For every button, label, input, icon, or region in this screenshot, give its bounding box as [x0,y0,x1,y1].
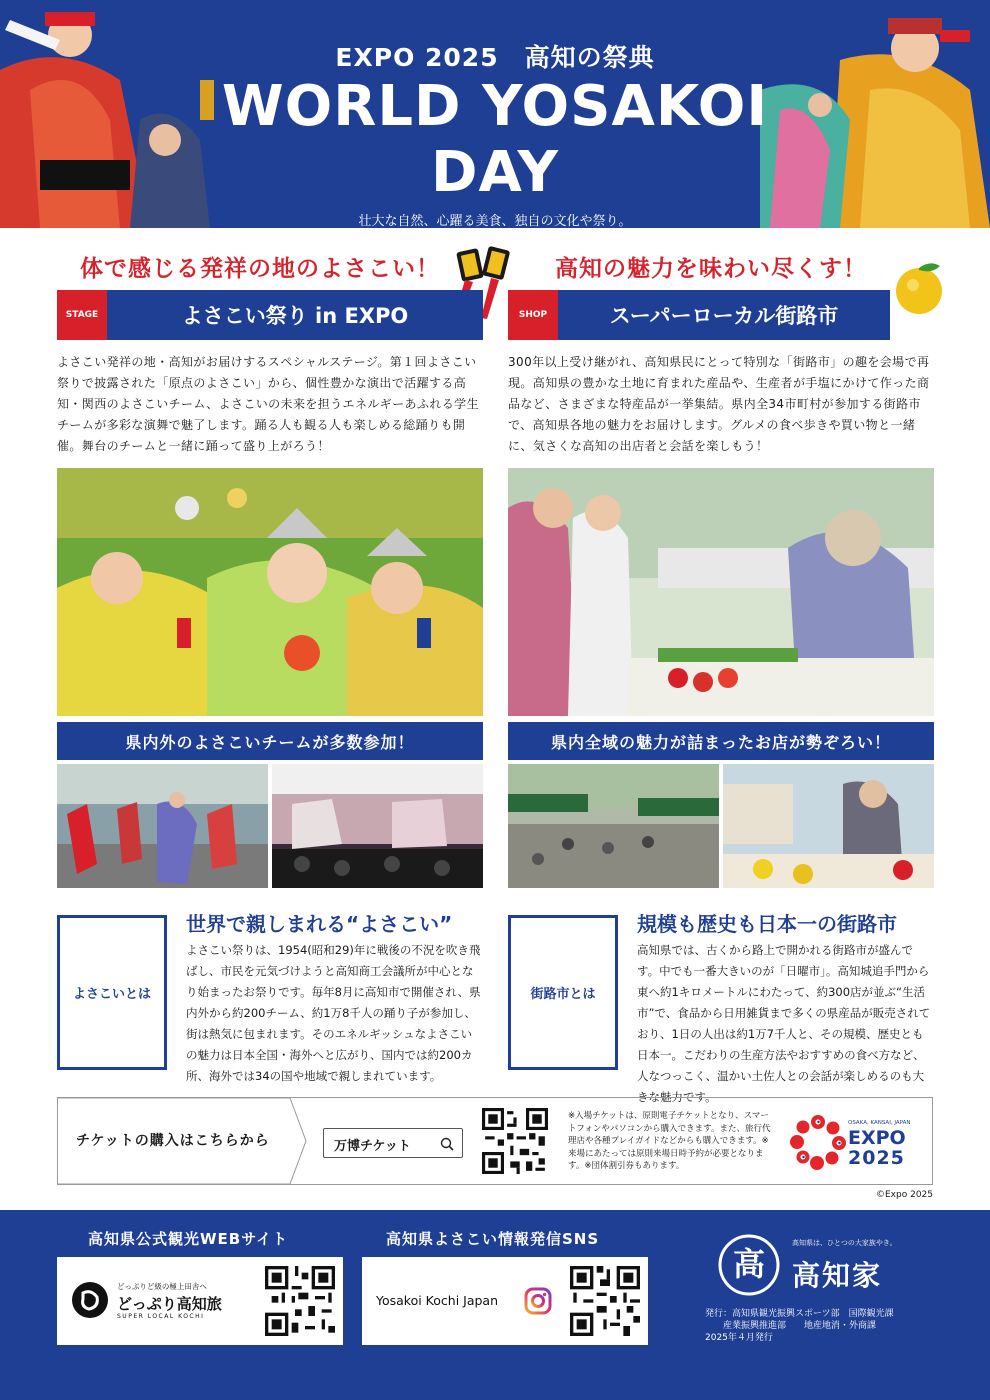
sns-heading: 高知県よさこい情報発信SNS [386,1230,600,1248]
web-tagline: どっぷりど級の極上田舎へ [117,1282,207,1291]
web-card[interactable] [57,1257,343,1345]
sns-card[interactable] [362,1257,648,1345]
expo-location-text: OSAKA, KANSAI, JAPAN [848,1120,911,1126]
yosakoi-dancers-photo [57,468,483,716]
ticket-search-box[interactable] [323,1128,463,1158]
web-brand-en: SUPER LOCAL KOCHI [117,1313,205,1320]
header-subtitle: EXPO 2025 高知の祭典 [335,43,655,72]
kochike-name: 高知家 [792,1259,883,1292]
stage-tag: STAGE [57,290,107,340]
copyright: ©Expo 2025 [876,1190,933,1200]
stage-section-bar [57,290,483,340]
street-market-photo [508,764,719,888]
web-heading: 高知県公式観光WEBサイト [88,1230,289,1248]
gairoichi-about-label: 街路市とは [508,915,618,1070]
shop-title: スーパーローカル街路市 [609,304,839,328]
stage-title: よさこい祭り in EXPO [181,304,409,328]
stage-band: 県内外のよさこいチームが多数参加！ [57,722,483,760]
search-icon [440,1137,454,1151]
kochike-tagline: 高知県は、ひとつの大家族やき。 [792,1239,897,1247]
expo-mascot-ring-icon [790,1114,846,1170]
parade-photo [57,764,268,888]
header-desc-line2: 日本が誇る極上の田舎 “SUPER LOCAL 高知”の魅力を体験できる特別な２日間！ [257,234,733,249]
yosakoi-about-text: よさこい祭りは、1954(昭和29)年に戦後の不況を吹き飛ばし、市民を元気づけようと高知商工会議所が中心となり始まったお祭りです。毎年8月に高知市で開催され、県内外から約200チーム、約1万8千人の踊り子が参加し、街は熱気に包まれます。そのエネルギッシュなよさこいの魅力は日本全国・海外へと広がり、国内では約200カ所、海外では34の国や地域で親しまれています。 [186,943,481,1083]
web-brand: どっぷり高知旅 [117,1295,222,1313]
yosakoi-about-title: 世界で親しまれる“よさこい” [186,912,453,936]
publisher-credit [705,1308,965,1344]
shop-description: 300年以上受け継がれ、高知県民にとって特別な「街路市」の趣を会場で再現。高知県の豊かな土地に育まれた産品や、生産者が手塩にかけて作った商品など、さまざまな特産品が一挙集結。県内全34市町村が参加する街路市で、高知県各地の魅力をお届けします。グルメの食べ歩きや買い物と一緒に、気さくな高知の出店者と会話を楽しもう！ [508,355,930,453]
ticket-search-text: 万博チケット [334,1139,411,1154]
ticket-panel [57,1097,933,1185]
ticket-qr-code[interactable] [482,1108,548,1174]
kochike-logo [718,1234,780,1296]
gairoichi-about-title: 規模も歴史も日本一の街路市 [637,912,897,936]
stage-description: よさこい発祥の地・高知がお届けするスペシャルステージ。第１回よさこい祭りで披露された「原点のよさこい」から、個性豊かな演出で活躍する高知・関西のよさこいチーム、よさこいの未来を担うエネルギーあふれる学生チームが多彩な演舞で魅了します。踊る人も観る人も楽しめる総踊りも開催。舞台のチームと一緒に踊って盛り上がろう！ [57,355,479,453]
gairoichi-about-text: 高知県では、古くから路上で開かれる街路市が盛んです。中でも一番大きいのが「日曜市」。高知城追手門から東へ約1キロメートルにわたって、約300店が並ぶ“生活市”で、食品から日用雑貨まで多くの県産品が販売されており、1日の人出は約1万7千人と、その規模、歴史とも日本一。こだわりの生産方法やおすすめの食べ方など、人なつっこく、温かい土佐人との会話が楽しめるのも大きな魅力です。 [637,943,931,1104]
doppuri-logo-icon [71,1281,109,1319]
expo-logo [790,1112,920,1174]
yuzu-fruit-icon [890,258,948,316]
header-banner [0,0,990,249]
ticket-note: ※入場チケットは、原則電子チケットとなり、スマートフォンやパソコンから購入できます。また、旅行代理店や各種プレイガイドなどからも購入できます。※来場にあたっては原則来場日時予約が必要となります。※団体割引券もあります。 [568,1111,771,1171]
yosakoi-about-label: よさこいとは [57,915,167,1070]
expo-text: EXPO [848,1127,906,1149]
shop-band: 県内全域の魅力が詰まったお店が勢ぞろい！ [508,722,934,760]
kochike-mark: 高 [732,1245,765,1283]
ticket-purchase-label: チケットの購入はこちらから [76,1133,270,1149]
shop-tag: SHOP [508,290,558,340]
header-desc-line1: 壮大な自然、心躍る美食、独自の文化や祭り。 [358,214,632,229]
stage-performance-photo [272,764,483,888]
credit-line2: 産業振興推進部 地産地消・外商課 [723,1321,877,1331]
header-text [200,38,790,252]
sns-qr-code[interactable] [570,1266,640,1336]
web-qr-code[interactable] [265,1266,335,1336]
market-shoppers-photo [508,468,934,716]
left-catchphrase: 体で感じる発祥の地のよさこい！ [80,256,440,282]
credit-line3: 2025年４月発行 [705,1333,773,1343]
header-title: WORLD YOSAKOI DAY [221,74,769,205]
shop-section-bar [508,290,890,340]
right-catchphrase: 高知の魅力を味わい尽くす！ [555,256,867,282]
vendor-photo [723,764,934,888]
expo-year: 2025 [848,1147,905,1169]
sns-account: Yosakoi Kochi Japan [376,1293,499,1308]
credit-line1: 発行：高知県観光振興スポーツ部 国際観光課 [705,1309,894,1319]
instagram-icon[interactable] [524,1287,552,1315]
footer [0,1210,990,1400]
dancer-photo-right [760,0,990,228]
